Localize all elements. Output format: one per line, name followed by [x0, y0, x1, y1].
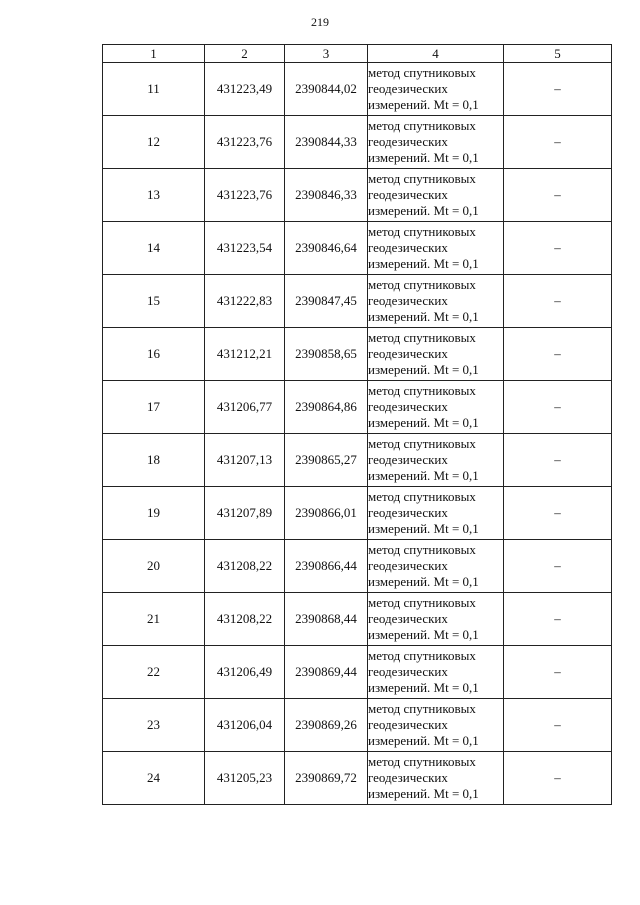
table-row — [103, 328, 612, 381]
method-line: измерений. Mt = 0,1 — [368, 468, 479, 483]
x-coordinate: 431208,22 — [205, 593, 285, 646]
method-line: геодезических — [368, 399, 448, 414]
method-line: измерений. Mt = 0,1 — [368, 521, 479, 536]
table-row — [103, 540, 612, 593]
method-description — [368, 63, 504, 116]
x-coordinate: 431207,89 — [205, 487, 285, 540]
y-coordinate: 2390865,27 — [285, 434, 368, 487]
method-line: геодезических — [368, 717, 448, 732]
table-row — [103, 699, 612, 752]
note-dash: – — [504, 699, 612, 752]
point-number: 13 — [103, 169, 205, 222]
x-coordinate: 431206,04 — [205, 699, 285, 752]
method-line: измерений. Mt = 0,1 — [368, 309, 479, 324]
method-line: геодезических — [368, 611, 448, 626]
method-line: измерений. Mt = 0,1 — [368, 203, 479, 218]
method-line: измерений. Mt = 0,1 — [368, 786, 479, 801]
method-line: измерений. Mt = 0,1 — [368, 415, 479, 430]
method-description — [368, 434, 504, 487]
table-row — [103, 275, 612, 328]
note-dash: – — [504, 222, 612, 275]
x-coordinate: 431222,83 — [205, 275, 285, 328]
x-coordinate: 431223,76 — [205, 116, 285, 169]
method-line: метод спутниковых — [368, 595, 476, 610]
method-line: метод спутниковых — [368, 436, 476, 451]
y-coordinate: 2390858,65 — [285, 328, 368, 381]
method-description — [368, 222, 504, 275]
method-description — [368, 116, 504, 169]
page-number: 219 — [311, 15, 329, 29]
coordinates-table — [102, 44, 612, 805]
column-header: 2 — [205, 45, 285, 63]
point-number: 21 — [103, 593, 205, 646]
column-header: 3 — [285, 45, 368, 63]
y-coordinate: 2390866,44 — [285, 540, 368, 593]
table-row — [103, 487, 612, 540]
y-coordinate: 2390844,02 — [285, 63, 368, 116]
method-line: геодезических — [368, 134, 448, 149]
method-line: метод спутниковых — [368, 701, 476, 716]
method-line: измерений. Mt = 0,1 — [368, 733, 479, 748]
method-line: метод спутниковых — [368, 383, 476, 398]
x-coordinate: 431212,21 — [205, 328, 285, 381]
method-line: геодезических — [368, 505, 448, 520]
method-line: геодезических — [368, 452, 448, 467]
method-line: метод спутниковых — [368, 224, 476, 239]
point-number: 22 — [103, 646, 205, 699]
point-number: 11 — [103, 63, 205, 116]
method-line: метод спутниковых — [368, 330, 476, 345]
table-row — [103, 116, 612, 169]
note-dash: – — [504, 169, 612, 222]
method-line: измерений. Mt = 0,1 — [368, 97, 479, 112]
method-description — [368, 381, 504, 434]
note-dash: – — [504, 116, 612, 169]
column-header: 5 — [504, 45, 612, 63]
y-coordinate: 2390847,45 — [285, 275, 368, 328]
point-number: 19 — [103, 487, 205, 540]
table-row — [103, 381, 612, 434]
method-line: геодезических — [368, 187, 448, 202]
method-description — [368, 328, 504, 381]
point-number: 12 — [103, 116, 205, 169]
x-coordinate: 431208,22 — [205, 540, 285, 593]
method-line: метод спутниковых — [368, 542, 476, 557]
method-line: метод спутниковых — [368, 65, 476, 80]
method-description — [368, 699, 504, 752]
note-dash: – — [504, 381, 612, 434]
y-coordinate: 2390846,64 — [285, 222, 368, 275]
x-coordinate: 431206,49 — [205, 646, 285, 699]
method-line: геодезических — [368, 664, 448, 679]
column-header: 1 — [103, 45, 205, 63]
point-number: 18 — [103, 434, 205, 487]
note-dash: – — [504, 540, 612, 593]
point-number: 24 — [103, 752, 205, 805]
x-coordinate: 431207,13 — [205, 434, 285, 487]
method-line: измерений. Mt = 0,1 — [368, 256, 479, 271]
method-line: измерений. Mt = 0,1 — [368, 627, 479, 642]
table-row — [103, 222, 612, 275]
x-coordinate: 431223,76 — [205, 169, 285, 222]
point-number: 14 — [103, 222, 205, 275]
y-coordinate: 2390864,86 — [285, 381, 368, 434]
method-description — [368, 540, 504, 593]
x-coordinate: 431206,77 — [205, 381, 285, 434]
method-line: измерений. Mt = 0,1 — [368, 680, 479, 695]
method-line: метод спутниковых — [368, 648, 476, 663]
y-coordinate: 2390844,33 — [285, 116, 368, 169]
note-dash: – — [504, 593, 612, 646]
method-line: геодезических — [368, 240, 448, 255]
table-row — [103, 169, 612, 222]
method-description — [368, 169, 504, 222]
note-dash: – — [504, 487, 612, 540]
y-coordinate: 2390869,26 — [285, 699, 368, 752]
note-dash: – — [504, 275, 612, 328]
x-coordinate: 431205,23 — [205, 752, 285, 805]
note-dash: – — [504, 752, 612, 805]
method-line: измерений. Mt = 0,1 — [368, 574, 479, 589]
note-dash: – — [504, 63, 612, 116]
method-description — [368, 646, 504, 699]
method-line: метод спутниковых — [368, 277, 476, 292]
method-line: метод спутниковых — [368, 118, 476, 133]
note-dash: – — [504, 646, 612, 699]
method-line: геодезических — [368, 558, 448, 573]
y-coordinate: 2390869,72 — [285, 752, 368, 805]
method-description — [368, 275, 504, 328]
table-body — [103, 63, 612, 805]
note-dash: – — [504, 328, 612, 381]
point-number: 17 — [103, 381, 205, 434]
table-row — [103, 646, 612, 699]
table-row — [103, 63, 612, 116]
y-coordinate: 2390846,33 — [285, 169, 368, 222]
method-line: геодезических — [368, 293, 448, 308]
table-row — [103, 593, 612, 646]
point-number: 20 — [103, 540, 205, 593]
note-dash: – — [504, 434, 612, 487]
y-coordinate: 2390869,44 — [285, 646, 368, 699]
method-line: метод спутниковых — [368, 754, 476, 769]
table-header-row — [103, 45, 612, 63]
x-coordinate: 431223,49 — [205, 63, 285, 116]
method-line: геодезических — [368, 770, 448, 785]
x-coordinate: 431223,54 — [205, 222, 285, 275]
method-line: измерений. Mt = 0,1 — [368, 362, 479, 377]
method-description — [368, 752, 504, 805]
table-row — [103, 752, 612, 805]
y-coordinate: 2390868,44 — [285, 593, 368, 646]
point-number: 15 — [103, 275, 205, 328]
method-line: метод спутниковых — [368, 171, 476, 186]
method-description — [368, 593, 504, 646]
table-row — [103, 434, 612, 487]
column-header: 4 — [368, 45, 504, 63]
method-description — [368, 487, 504, 540]
method-line: измерений. Mt = 0,1 — [368, 150, 479, 165]
point-number: 16 — [103, 328, 205, 381]
method-line: геодезических — [368, 346, 448, 361]
method-line: геодезических — [368, 81, 448, 96]
point-number: 23 — [103, 699, 205, 752]
method-line: метод спутниковых — [368, 489, 476, 504]
y-coordinate: 2390866,01 — [285, 487, 368, 540]
